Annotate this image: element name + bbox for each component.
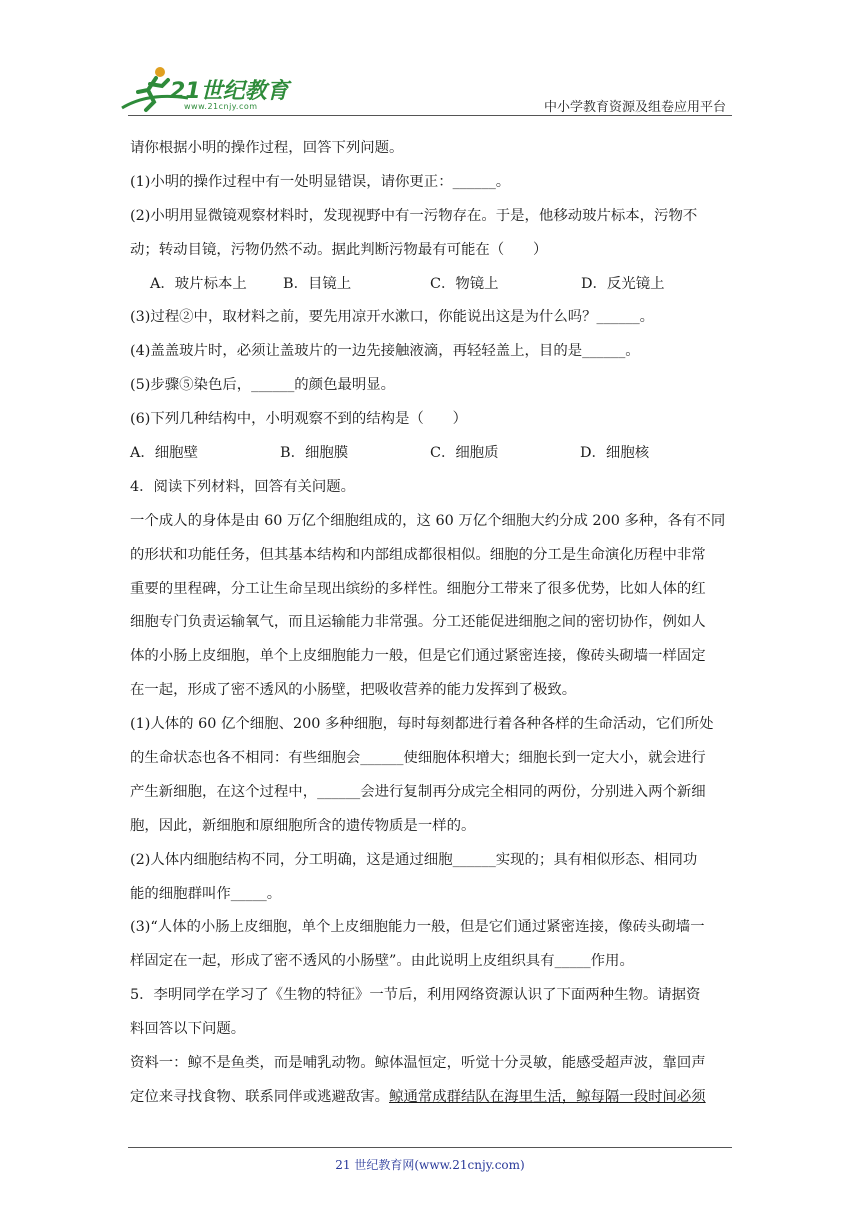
plain-text: 定位来寻找食物、联系同伴或逃避敌害。 [130, 1088, 390, 1105]
page-footer: 21 世纪教育网(www.21cnjy.com) [335, 1158, 525, 1172]
text-line: 料回答以下问题。 [130, 1021, 246, 1038]
option-b: B．目镜上 [283, 275, 352, 292]
logo-url: www.21cnjy.com [184, 102, 258, 111]
question-5-heading: 5．李明同学在学习了《生物的特征》一节后，利用网络资源认识了下面两种生物。请据资 [130, 987, 701, 1004]
option-b: B．细胞膜 [280, 445, 349, 462]
document-body [130, 132, 734, 1115]
text-line [130, 1081, 734, 1115]
question-4-heading: 4．阅读下列材料，回答有关问题。 [130, 478, 356, 495]
text-line: 重要的里程碑，分工让生命呈现出缤纷的多样性。细胞分工带来了很多优势，比如人体的红 [130, 580, 706, 597]
text-line: 胞，因此，新细胞和原细胞所含的遗传物质是一样的。 [130, 817, 476, 834]
option-d: D．细胞核 [580, 445, 650, 462]
text-line: 细胞专门负责运输氧气，而且运输能力非常强。分工还能促进细胞之间的密切协作，例如人 [130, 614, 706, 631]
text-line: 样固定在一起，形成了密不透风的小肠壁”。由此说明上皮组织具有_____作用。 [130, 953, 634, 970]
question-4-2: (2)人体内细胞结构不同，分工明确，这是通过细胞______实现的；具有相似形态、相同功 [130, 851, 698, 868]
text-line: 的形状和功能任务，但其基本结构和内部组成都很相似。细胞的分工是生命演化历程中非常 [130, 546, 706, 563]
question-4-3: (3)“人体的小肠上皮细胞，单个上皮细胞能力一般，但是它们通过紧密连接，像砖头砌墙一 [130, 919, 705, 936]
underlined-text: 鲸通常成群结队在海里生活，鲸每隔一段时间必须 [389, 1088, 706, 1105]
text-line: 产生新细胞，在这个过程中，______会进行复制再分成完全相同的两份，分别进入两个新细 [130, 783, 706, 800]
question-3-2: (2)小明用显微镜观察材料时，发现视野中有一污物存在。于是，他移动玻片标本，污物不 [130, 207, 698, 224]
option-a: A．细胞壁 [130, 445, 198, 462]
text-line: 能的细胞群叫作_____。 [130, 885, 282, 902]
header-rule [128, 115, 732, 116]
question-3-6: (6)下列几种结构中，小明观察不到的结构是（ ） [130, 411, 467, 428]
option-c: C．物镜上 [430, 275, 499, 292]
logo-text: 21世纪教育 [170, 79, 289, 104]
question-3-5: (5)步骤⑤染色后，______的颜色最明显。 [130, 377, 396, 394]
q2-options [130, 268, 734, 302]
question-3-3: (3)过程②中，取材料之前，要先用凉开水漱口，你能说出这是为什么吗？______。 [130, 309, 655, 326]
question-4-1: (1)人体的 60 亿个细胞、200 多种细胞，每时每刻都进行着各种各样的生命活动，它们所处 [130, 716, 714, 733]
question-3-4: (4)盖盖玻片时，必须让盖玻片的一边先接触液滴，再轻轻盖上，目的是______。 [130, 343, 640, 360]
text-line: 体的小肠上皮细胞，单个上皮细胞能力一般，但是它们通过紧密连接，像砖头砌墙一样固定 [130, 648, 706, 665]
platform-title: 中小学教育资源及组卷应用平台 [543, 100, 726, 115]
text-line: 一个成人的身体是由 60 万亿个细胞组成的，这 60 万亿个细胞大约分成 200 多种，各有不同 [130, 512, 726, 529]
text-line: 在一起，形成了密不透风的小肠壁，把吸收营养的能力发挥到了极致。 [130, 682, 577, 699]
text-line: 的生命状态也各不相同：有些细胞会______使细胞体积增大；细胞长到一定大小，就会进行 [130, 750, 706, 767]
option-a: A．玻片标本上 [150, 275, 247, 292]
q6-options [130, 437, 734, 471]
footer-rule [128, 1147, 732, 1148]
text-line: 资料一：鲸不是鱼类，而是哺乳动物。鲸体温恒定，听觉十分灵敏，能感受超声波，靠回声 [130, 1055, 706, 1072]
text-line: 动；转动目镜，污物仍然不动。据此判断污物最有可能在（ ） [130, 241, 548, 258]
option-d: D．反光镜上 [581, 275, 665, 292]
question-3-1: (1)小明的操作过程中有一处明显错误，请你更正：______。 [130, 173, 511, 190]
option-c: C．细胞质 [430, 445, 499, 462]
page-header [0, 0, 860, 130]
text-line: 请你根据小明的操作过程，回答下列问题。 [130, 140, 404, 156]
